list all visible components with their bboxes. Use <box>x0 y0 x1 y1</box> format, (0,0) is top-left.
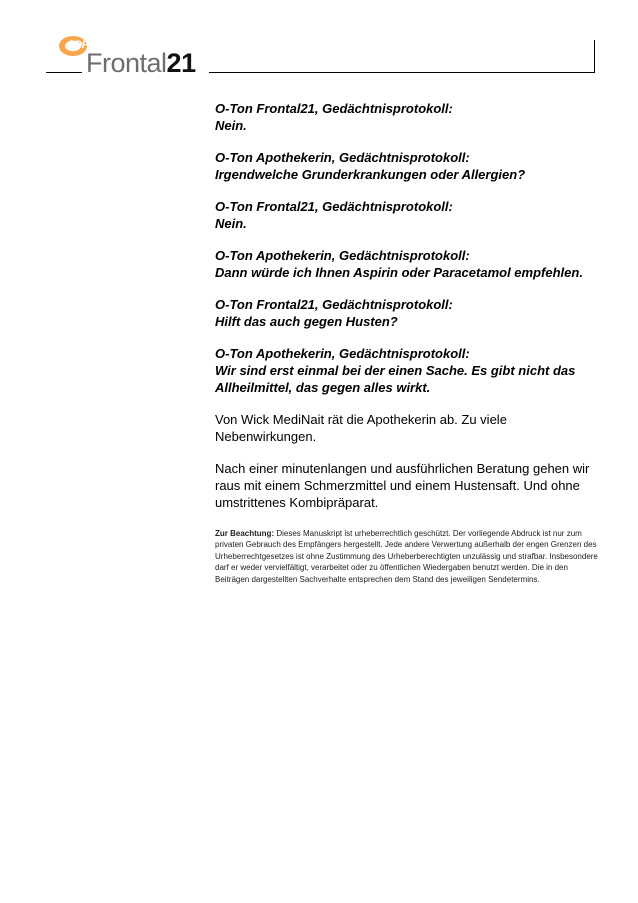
frontal21-logo <box>58 35 208 79</box>
page-header <box>0 0 638 90</box>
spoken-line: Dann würde ich Ihnen Aspirin oder Paracetamol empfehlen. <box>215 265 583 280</box>
frontal21-wordmark <box>86 48 196 78</box>
zdf-logo-text: ZDF <box>68 39 88 51</box>
narration-paragraph: Nach einer minutenlangen und ausführlichen Beratung gehen wir raus mit einem Schmerzmittel und einem Hustensaft. Und ohne umstrittenes Kombipräparat. <box>215 461 590 510</box>
header-rule-right <box>209 72 595 73</box>
header-rule-vertical <box>594 40 595 73</box>
spoken-line: Irgendwelche Grunderkrankungen oder Allergien? <box>215 167 526 182</box>
copyright-note <box>215 528 600 585</box>
speaker-label: O-Ton Apothekerin, Gedächtnisprotokoll: <box>215 248 470 263</box>
speaker-label: O-Ton Frontal21, Gedächtnisprotokoll: <box>215 199 453 214</box>
speaker-label: O-Ton Frontal21, Gedächtnisprotokoll: <box>215 297 453 312</box>
spoken-line: Wir sind erst einmal bei der einen Sache. Es gibt nicht das Allheilmittel, das gegen alles wirkt. <box>215 363 576 395</box>
logo-number: 21 <box>166 48 196 78</box>
speaker-label: O-Ton Apothekerin, Gedächtnisprotokoll: <box>215 346 470 361</box>
dialog-entry <box>215 345 600 396</box>
dialog-entry <box>215 149 600 183</box>
narration-paragraph: Von Wick MediNait rät die Apothekerin ab. Zu viele Nebenwirkungen. <box>215 412 507 444</box>
speaker-label: O-Ton Apothekerin, Gedächtnisprotokoll: <box>215 150 470 165</box>
spoken-line: Nein. <box>215 118 247 133</box>
manuscript-body <box>215 100 600 593</box>
spoken-line: Nein. <box>215 216 247 231</box>
dialog-entry <box>215 100 600 134</box>
speaker-label: O-Ton Frontal21, Gedächtnisprotokoll: <box>215 101 453 116</box>
copyright-note-label: Zur Beachtung: <box>215 529 275 538</box>
dialog-entry <box>215 198 600 232</box>
dialog-entry <box>215 296 600 330</box>
dialog-entry <box>215 247 600 281</box>
copyright-note-text: Dieses Manuskript ist urheberrechtlich geschützt. Der vorliegende Abdruck ist nur zum privaten Gebrauch des Empfängers hergestellt. Jede andere Verwertung außerhalb der engen Grenzen des Urheberrechtgesetzes ist ohne Zustimmung des Urheberberechtigten unzulässig und strafbar. Insbesondere darf er weder vervielfältigt, verarbeitet oder zu öffentlichen Wiedergaben benutzt werden. Die in den Beiträgen dargestellten Sachverhalte entsprechen dem Stand des jeweiligen Sendetermins. <box>215 529 598 584</box>
logo-word: Frontal <box>86 48 167 78</box>
spoken-line: Hilft das auch gegen Husten? <box>215 314 398 329</box>
